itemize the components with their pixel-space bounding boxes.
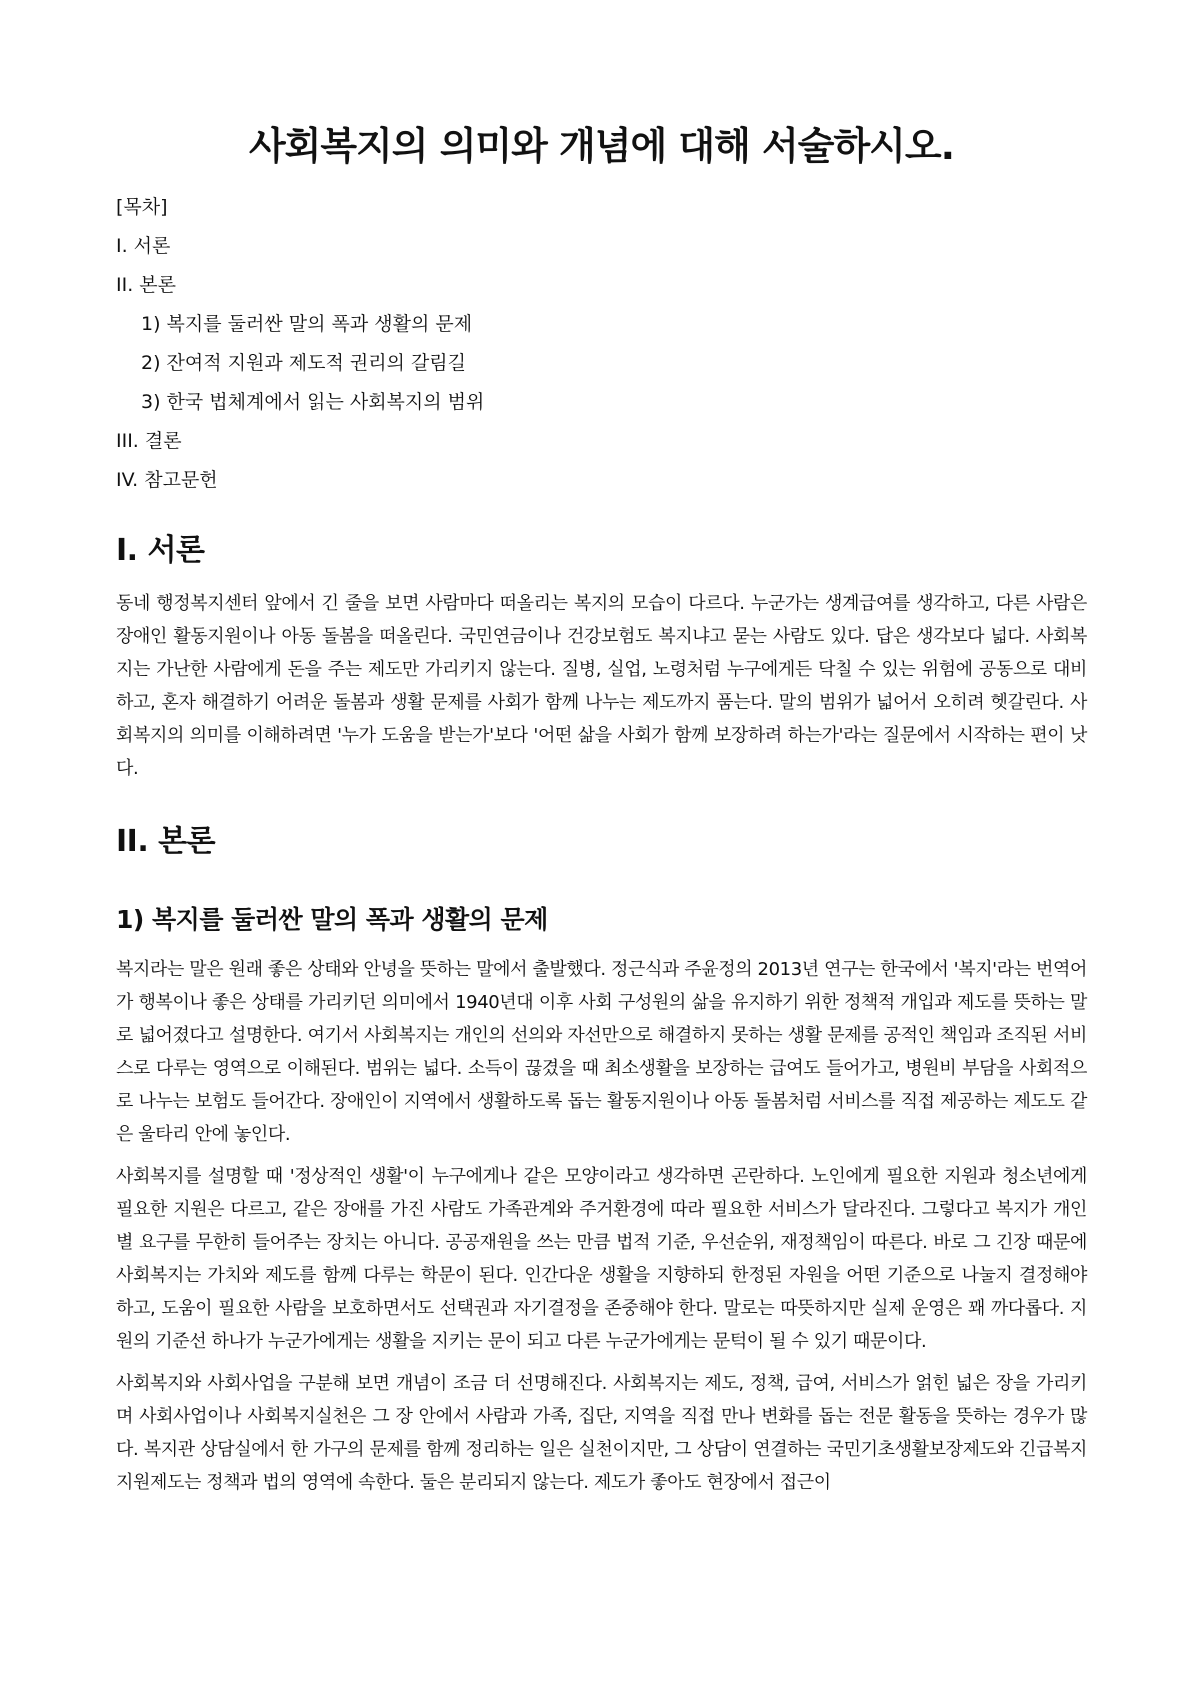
document-title: 사회복지의 의미와 개념에 대해 서술하시오. (248, 124, 955, 168)
toc-item-body: II. 본론 (116, 274, 176, 296)
toc-item-body-1: 1) 복지를 둘러싼 말의 폭과 생활의 문제 (141, 313, 473, 335)
toc-item-body-3: 3) 한국 법체계에서 읽는 사회복지의 범위 (141, 391, 485, 413)
toc-item-intro: I. 서론 (116, 235, 171, 257)
intro-paragraph: 동네 행정복지센터 앞에서 긴 줄을 보면 사람마다 떠올리는 복지의 모습이 다르다. 누군가는 생계급여를 생각하고, 다른 사람은 장애인 활동지원이나 아동 돌봄을 떠올린다. 국민연금이나 건강보험도 복지냐고 묻는 사람도 있다. 답은 생각보다 넓다. 사회복지는 가난한 사람에게 돈을 주는 제도만 가리키지 않는다. 질병, 실업, 노령처럼 누구에게든 닥칠 수 있는 위험에 공동으로 대비하고, 혼자 해결하기 어려운 돌봄과 생활 문제를 사회가 함께 나누는 제도까지 품는다. 말의 범위가 넓어서 오히려 헷갈린다. 사회복지의 의미를 이해하려면 '누가 도움을 받는가'보다 '어떤 삶을 사회가 함께 보장하려 하는가'라는 질문에서 시작하는 편이 낫다. (116, 593, 1087, 779)
section-heading-intro: I. 서론 (116, 533, 205, 568)
subsection-heading-1: 1) 복지를 둘러싼 말의 폭과 생활의 문제 (116, 905, 548, 934)
toc-item-conclusion: III. 결론 (116, 430, 182, 452)
body-paragraph: 복지라는 말은 원래 좋은 상태와 안녕을 뜻하는 말에서 출발했다. 정근식과 주윤정의 2013년 연구는 한국에서 '복지'라는 번역어가 행복이나 좋은 상태를 가리키던 의미에서 1940년대 이후 사회 구성원의 삶을 유지하기 위한 정책적 개입과 제도를 뜻하는 말로 넓어졌다고 설명한다. 여기서 사회복지는 개인의 선의와 자선만으로 해결하지 못하는 생활 문제를 공적인 책임과 조직된 서비스로 다루는 영역으로 이해된다. 범위는 넓다. 소득이 끊겼을 때 최소생활을 보장하는 급여도 들어가고, 병원비 부담을 사회적으로 나누는 보험도 들어간다. 장애인이 지역에서 생활하도록 돕는 활동지원이나 아동 돌봄처럼 서비스를 직접 제공하는 제도도 같은 울타리 안에 놓인다. (116, 959, 1087, 1145)
body-paragraph: 사회복지를 설명할 때 '정상적인 생활'이 누구에게나 같은 모양이라고 생각하면 곤란하다. 노인에게 필요한 지원과 청소년에게 필요한 지원은 다르고, 같은 장애를 가진 사람도 가족관계와 주거환경에 따라 필요한 서비스가 달라진다. 그렇다고 복지가 개인별 요구를 무한히 들어주는 장치는 아니다. 공공재원을 쓰는 만큼 법적 기준, 우선순위, 재정책임이 따른다. 바로 그 긴장 때문에 사회복지는 가치와 제도를 함께 다루는 학문이 된다. 인간다운 생활을 지향하되 한정된 자원을 어떤 기준으로 나눌지 결정해야 하고, 도움이 필요한 사람을 보호하면서도 선택권과 자기결정을 존중해야 한다. 말로는 따뜻하지만 실제 운영은 꽤 까다롭다. 지원의 기준선 하나가 누군가에게는 생활을 지키는 문이 되고 다른 누군가에게는 문턱이 될 수 있기 때문이다. (116, 1166, 1087, 1352)
table-of-contents (116, 188, 1087, 500)
body-paragraph: 사회복지와 사회사업을 구분해 보면 개념이 조금 더 선명해진다. 사회복지는 제도, 정책, 급여, 서비스가 얽힌 넓은 장을 가리키며 사회사업이나 사회복지실천은 그 장 안에서 사람과 가족, 집단, 지역을 직접 만나 변화를 돕는 전문 활동을 뜻하는 경우가 많다. 복지관 상담실에서 한 가구의 문제를 함께 정리하는 일은 실천이지만, 그 상담이 연결하는 국민기초생활보장제도와 긴급복지지원제도는 정책과 법의 영역에 속한다. 둘은 분리되지 않는다. 제도가 좋아도 현장에서 접근이 (116, 1373, 1087, 1493)
toc-item-references: IV. 참고문헌 (116, 469, 218, 491)
toc-heading: [목차] (116, 196, 168, 218)
toc-item-body-2: 2) 잔여적 지원과 제도적 권리의 갈림길 (141, 352, 467, 374)
section-heading-body: II. 본론 (116, 824, 216, 859)
